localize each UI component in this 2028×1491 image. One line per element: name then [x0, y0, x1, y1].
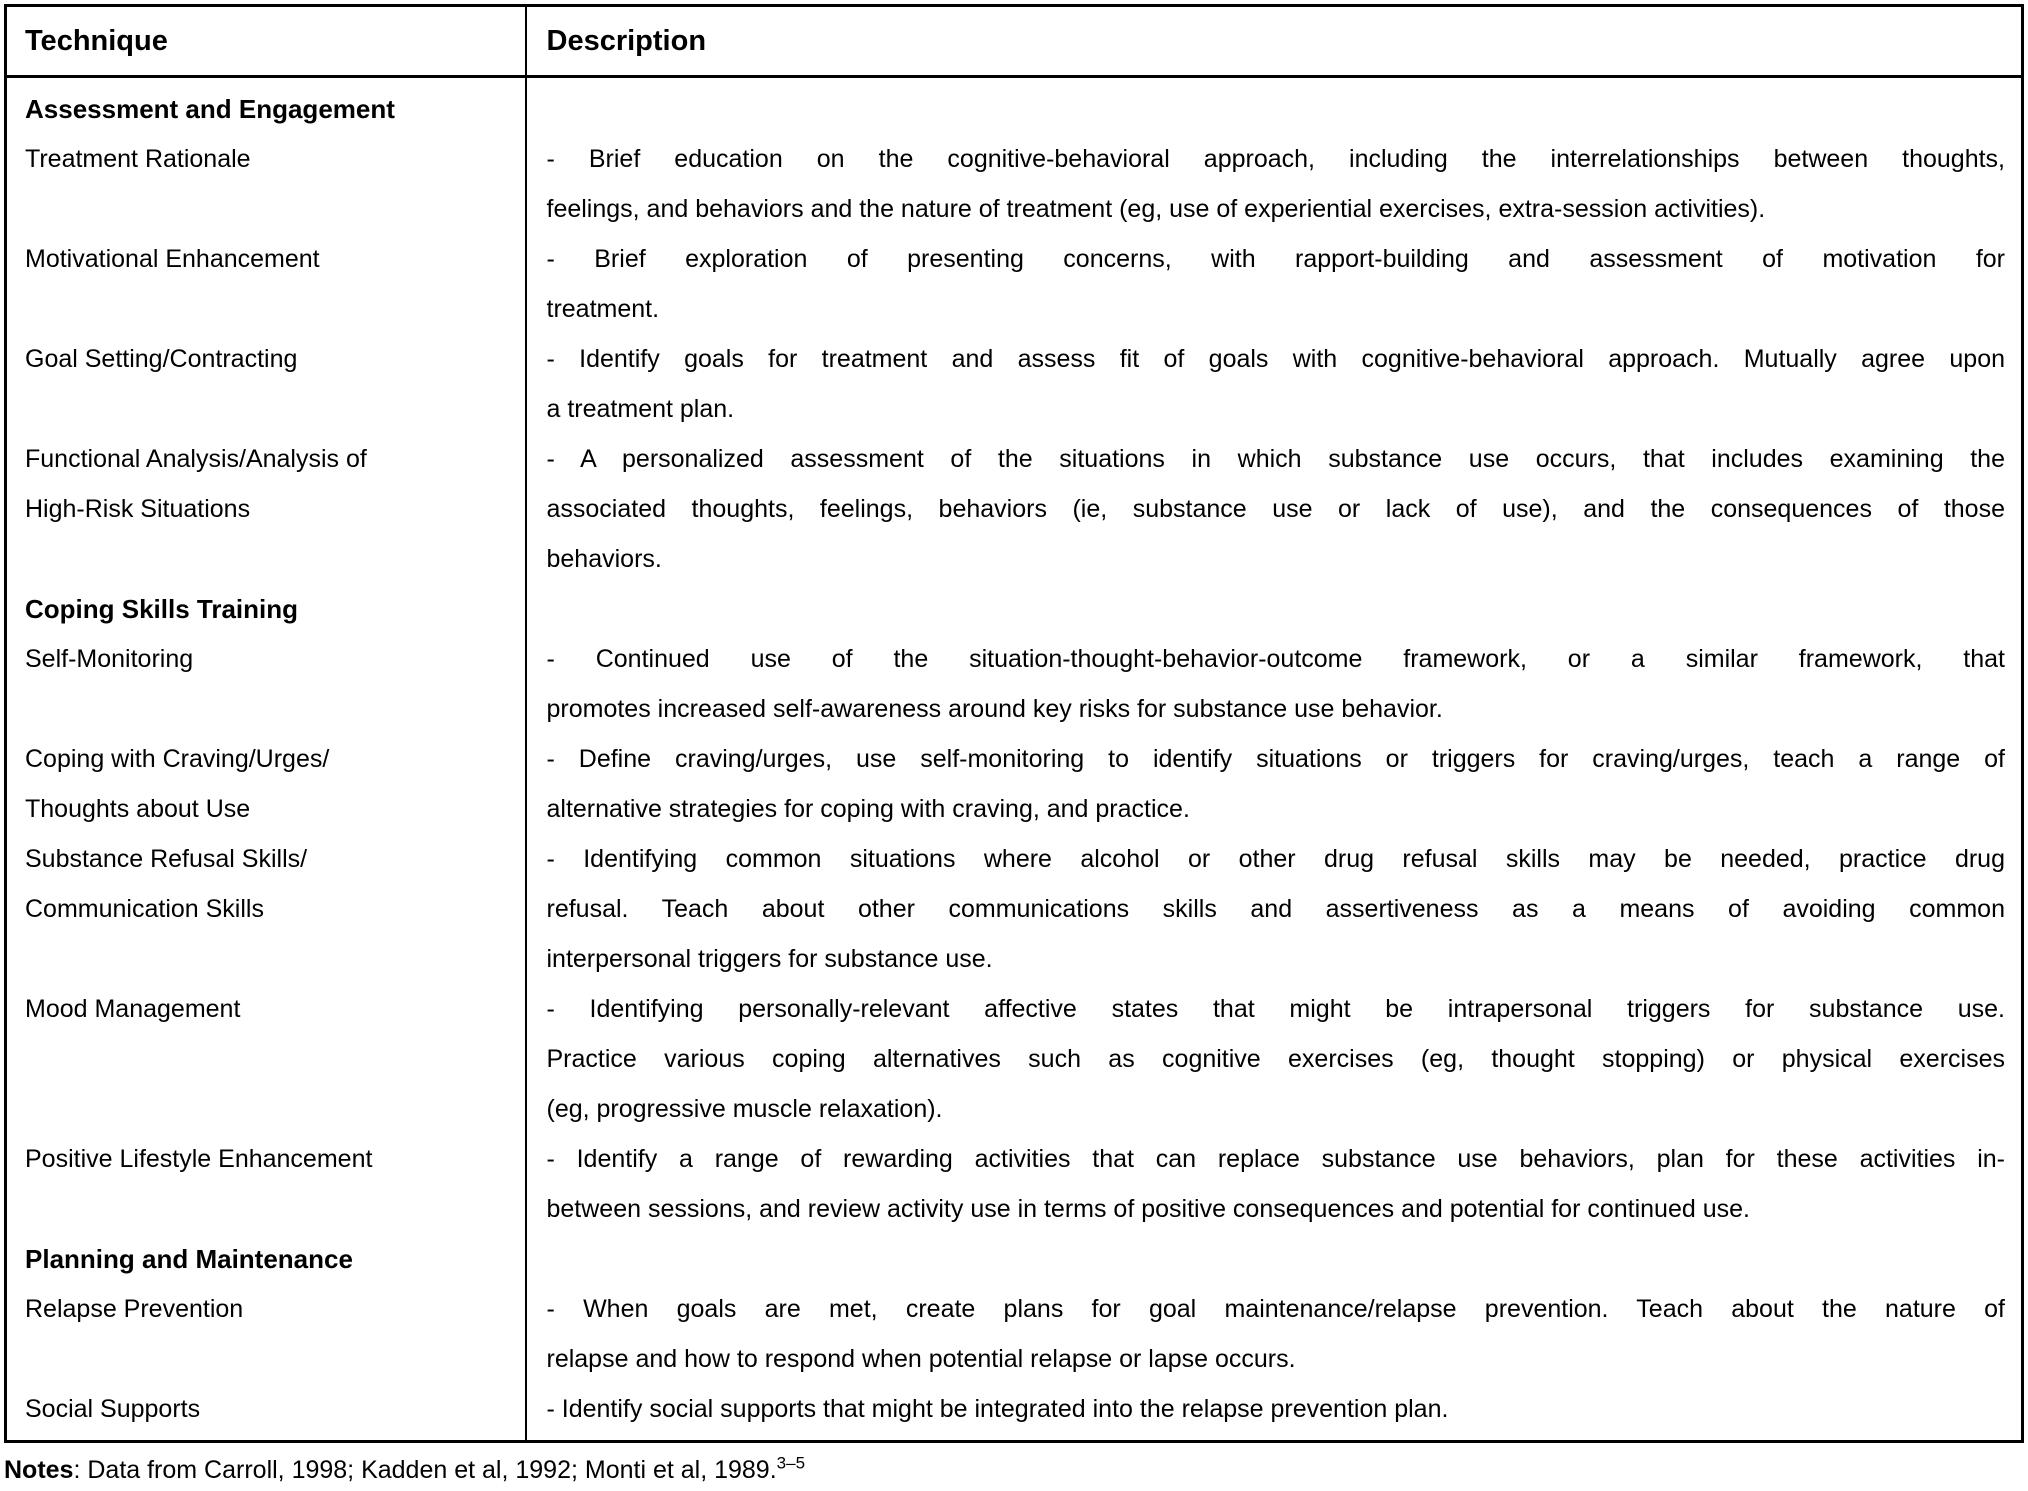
description-cell [526, 1284, 2023, 1384]
technique-name-line: Planning and Maintenance [25, 1244, 353, 1274]
description-line: refusal. Teach about other communications skills and assertiveness as a means of avoiding common [546, 895, 2005, 923]
technique-row [6, 1384, 2023, 1442]
description-line: (eg, progressive muscle relaxation). [546, 1095, 943, 1123]
technique-name-line: Substance Refusal Skills/ [25, 845, 308, 873]
technique-cell [6, 984, 526, 1134]
description-line: treatment. [546, 295, 660, 323]
table-footnote [4, 1450, 805, 1490]
description-line: relapse and how to respond when potential relapse or lapse occurs. [546, 1345, 1296, 1373]
technique-name-line: Goal Setting/Contracting [25, 345, 298, 373]
technique-name-line: Coping Skills Training [25, 594, 299, 624]
technique-row [6, 1284, 2023, 1384]
description-line: a treatment plan. [546, 395, 735, 423]
description-line: - Identify goals for treatment and assess fit of goals with cognitive-behavioral approach. Mutually agree upon [546, 345, 2005, 373]
technique-cell [6, 584, 526, 634]
description-line: - A personalized assessment of the situations in which substance use occurs, that includes examining the [546, 445, 2005, 473]
technique-row [6, 734, 2023, 834]
description-line: - Identifying personally-relevant affective states that might be intrapersonal triggers for substance use. [546, 995, 2005, 1023]
technique-name-line: Thoughts about Use [25, 795, 251, 823]
technique-name-line: Relapse Prevention [25, 1295, 244, 1323]
description-line: - Brief exploration of presenting concerns, with rapport-building and assessment of motivation for [546, 245, 2005, 273]
technique-name-line: Communication Skills [25, 895, 264, 923]
description-cell [526, 434, 2023, 584]
technique-cell [6, 77, 526, 135]
section-row [6, 584, 2023, 634]
description-cell [526, 1234, 2023, 1284]
technique-row [6, 834, 2023, 984]
description-cell [526, 834, 2023, 984]
column-header-description: Description [546, 24, 707, 57]
description-cell [526, 634, 2023, 734]
technique-row [6, 984, 2023, 1134]
technique-name-line: Mood Management [25, 995, 241, 1023]
technique-cell [6, 634, 526, 734]
technique-name-line: Coping with Craving/Urges/ [25, 745, 330, 773]
description-cell [526, 584, 2023, 634]
technique-row [6, 434, 2023, 584]
description-line: associated thoughts, feelings, behaviors (ie, substance use or lack of use), and the consequences of those [546, 495, 2005, 523]
footnote-label: Notes [4, 1456, 74, 1484]
technique-row [6, 634, 2023, 734]
description-cell [526, 134, 2023, 234]
footnote-superscript: 3–5 [776, 1453, 806, 1473]
description-line: - Brief education on the cognitive-behavioral approach, including the interrelationships between thoughts, [546, 145, 2005, 173]
technique-cell [6, 134, 526, 234]
description-line: interpersonal triggers for substance use. [546, 945, 993, 973]
technique-row [6, 134, 2023, 234]
technique-name-line: Motivational Enhancement [25, 245, 320, 273]
technique-row [6, 1134, 2023, 1234]
description-line: - Continued use of the situation-thought-behavior-outcome framework, or a similar framework, that [546, 645, 2005, 673]
description-line: alternative strategies for coping with craving, and practice. [546, 795, 1190, 823]
description-line: - Identify social supports that might be integrated into the relapse prevention plan. [546, 1395, 1449, 1423]
column-header-technique: Technique [6, 6, 526, 77]
technique-cell [6, 234, 526, 334]
section-row [6, 77, 2023, 135]
technique-name-line: Positive Lifestyle Enhancement [25, 1145, 373, 1173]
technique-cell [6, 734, 526, 834]
technique-row [6, 234, 2023, 334]
description-line: - Define craving/urges, use self-monitoring to identify situations or triggers for craving/urges, teach a range of [546, 745, 2005, 773]
description-cell [526, 234, 2023, 334]
technique-cell [6, 834, 526, 984]
description-cell [526, 984, 2023, 1134]
section-row [6, 1234, 2023, 1284]
description-cell [526, 734, 2023, 834]
technique-cell [6, 1284, 526, 1384]
description-cell [526, 334, 2023, 434]
description-line: promotes increased self-awareness around key risks for substance use behavior. [546, 695, 1443, 723]
cbt-techniques-table [4, 4, 2024, 1443]
description-line: - Identify a range of rewarding activities that can replace substance use behaviors, plan for these activities in- [546, 1145, 2005, 1173]
description-cell [526, 1384, 2023, 1442]
technique-cell [6, 334, 526, 434]
technique-cell [6, 1134, 526, 1234]
description-line: - When goals are met, create plans for goal maintenance/relapse prevention. Teach about the nature of [546, 1295, 2005, 1323]
technique-cell [6, 1384, 526, 1442]
description-line: between sessions, and review activity use in terms of positive consequences and potential for continued use. [546, 1195, 1750, 1223]
description-line: behaviors. [546, 545, 662, 573]
technique-cell [6, 1234, 526, 1284]
description-line: Practice various coping alternatives such as cognitive exercises (eg, thought stopping) or physical exercises [546, 1045, 2005, 1073]
description-line: - Identifying common situations where alcohol or other drug refusal skills may be needed, practice drug [546, 845, 2005, 873]
technique-name-line: Social Supports [25, 1395, 201, 1423]
table-body [6, 77, 2023, 1442]
technique-name-line: Functional Analysis/Analysis of [25, 445, 367, 473]
description-line: feelings, and behaviors and the nature of treatment (eg, use of experiential exercises, extra-session activities). [546, 195, 1766, 223]
header-row [6, 6, 2023, 77]
technique-name-line: Assessment and Engagement [25, 94, 395, 124]
technique-row [6, 334, 2023, 434]
technique-name-line: Treatment Rationale [25, 145, 251, 173]
description-cell [526, 77, 2023, 135]
description-cell [526, 1134, 2023, 1234]
footnote-text: : Data from Carroll, 1998; Kadden et al, 1992; Monti et al, 1989. [73, 1456, 777, 1484]
technique-cell [6, 434, 526, 584]
technique-name-line: Self-Monitoring [25, 645, 194, 673]
technique-name-line: High-Risk Situations [25, 495, 251, 523]
